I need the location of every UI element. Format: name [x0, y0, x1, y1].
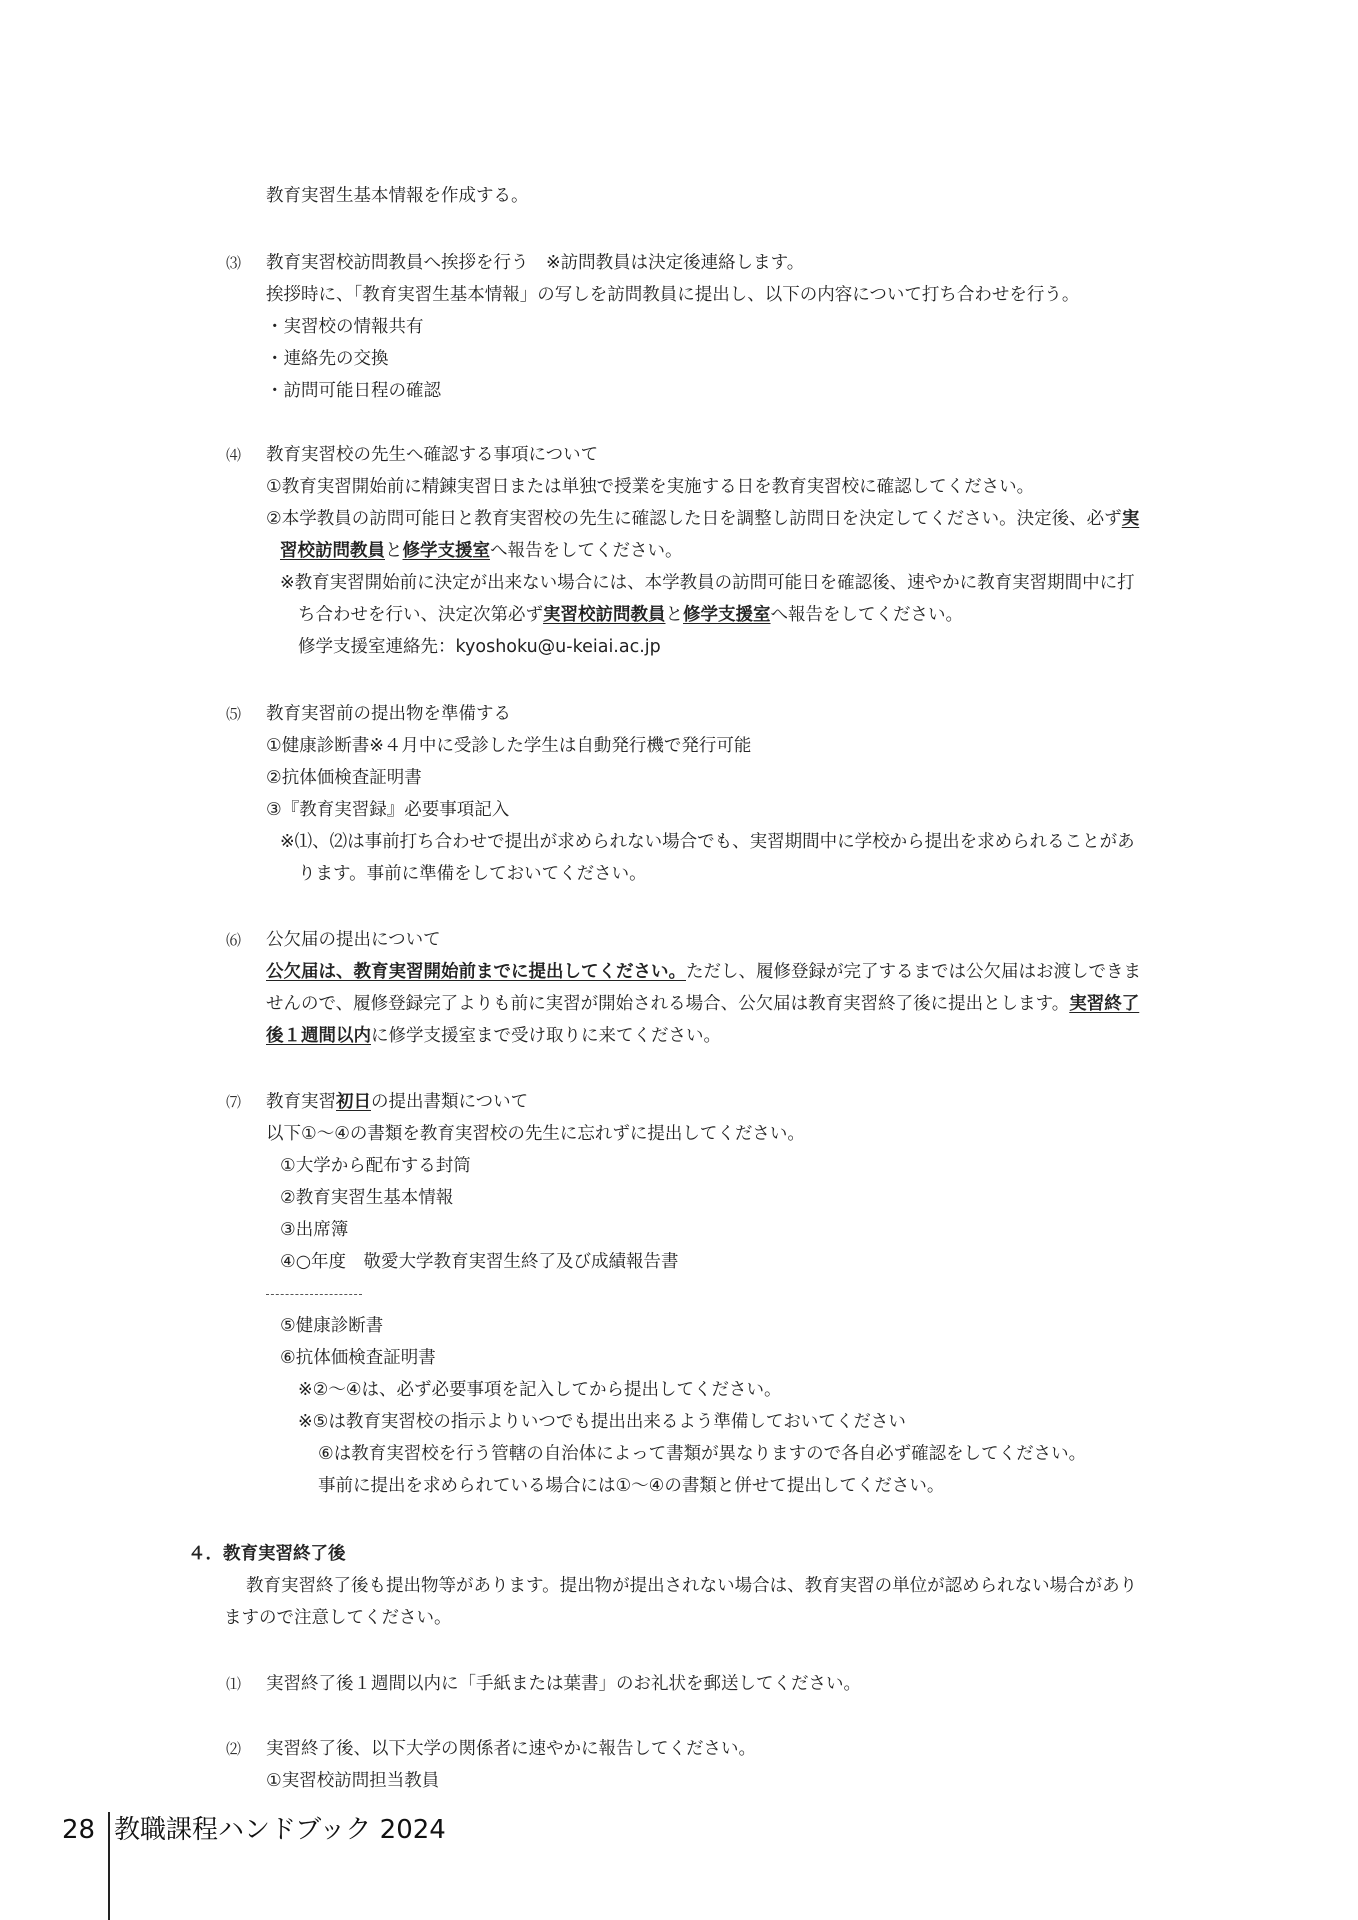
section-title: 教育実習校の先生へ確認する事項について	[266, 445, 599, 465]
section-number: ⑵	[226, 1740, 242, 1758]
body-line: 以下①～④の書類を教育実習校の先生に忘れずに提出してください。	[266, 1124, 805, 1144]
note-line: ⑥は教育実習校を行う管轄の自治体によって書類が異なりますので各自必ず確認をしてください。	[318, 1444, 1087, 1464]
note-line: ※⑴、⑵は事前打ち合わせで提出が求められない場合でも、実習期間中に学校から提出を求められることがあ	[280, 832, 1135, 852]
body-line: 挨拶時に、「教育実習生基本情報」の写しを訪問教員に提出し、以下の内容について打ち合わせを行う。	[266, 285, 1080, 305]
footer-divider	[108, 1812, 110, 1920]
numbered-item: ①教育実習開始前に精錬実習日または単独で授業を実施する日を教育実習校に確認してください。	[266, 477, 1035, 497]
body-line: せんので、履修登録完了よりも前に実習が開始される場合、公欠届は教育実習終了後に提出とします。実習終了	[266, 994, 1140, 1014]
note-line: ※②～④は、必ず必要事項を記入してから提出してください。	[298, 1380, 782, 1400]
section-number: ⑴	[226, 1675, 242, 1693]
underlined-text: 公欠届は、教育実習開始前までに提出してください。	[266, 962, 686, 982]
numbered-item-continuation: 習校訪問教員と修学支援室へ報告をしてください。	[280, 541, 683, 561]
underlined-text: 修学支援室	[683, 605, 771, 625]
underlined-text: 後１週間以内	[266, 1026, 371, 1046]
footer-title: 教職課程ハンドブック 2024	[114, 1815, 446, 1845]
dashed-divider	[266, 1294, 362, 1295]
numbered-item: ⑤健康診断書	[280, 1316, 384, 1336]
section-7	[0, 1086, 1358, 1278]
section-title: 教育実習校訪問教員へ挨拶を行う ※訪問教員は決定後連絡します。	[266, 253, 805, 273]
section-number: ⑹	[226, 931, 242, 949]
heading-4-block	[0, 1538, 1358, 1634]
underlined-text: 実習校訪問教員	[543, 605, 666, 625]
section-6	[0, 924, 1358, 1052]
body-line: 教育実習生基本情報を作成する。	[266, 186, 529, 206]
bullet-item: ・連絡先の交換	[266, 349, 389, 369]
section-title: 教育実習前の提出物を準備する	[266, 704, 511, 724]
numbered-item: ②教育実習生基本情報	[280, 1188, 454, 1208]
section-number: ⑺	[226, 1093, 242, 1111]
numbered-item: ①大学から配布する封筒	[280, 1156, 471, 1176]
note-line: ります。事前に準備をしておいてください。	[298, 864, 647, 884]
body-line: 後１週間以内に修学支援室まで受け取りに来てください。	[266, 1026, 721, 1046]
section-7-continued	[0, 1310, 1358, 1502]
after-item-2	[0, 1733, 1358, 1797]
section-number: ⑷	[226, 446, 242, 464]
section-heading: ４．教育実習終了後	[188, 1544, 346, 1564]
numbered-item: ②抗体価検査証明書	[266, 768, 422, 788]
text-block-intro	[0, 180, 1358, 212]
body-line: 実習終了後１週間以内に「手紙または葉書」のお礼状を郵送してください。	[266, 1674, 861, 1694]
body-line: 実習終了後、以下大学の関係者に速やかに報告してください。	[266, 1739, 756, 1759]
numbered-item: ①実習校訪問担当教員	[266, 1771, 440, 1791]
numbered-item: ③出席簿	[280, 1220, 349, 1240]
body-line: 公欠届は、教育実習開始前までに提出してください。ただし、履修登録が完了するまでは公欠届はお渡しできま	[266, 962, 1141, 982]
note-line: ※⑤は教育実習校の指示よりいつでも提出出来るよう準備しておいてください	[298, 1412, 906, 1432]
numbered-item: ①健康診断書※４月中に受診した学生は自動発行機で発行可能	[266, 736, 752, 756]
numbered-item: ②本学教員の訪問可能日と教育実習校の先生に確認した日を調整し訪問日を決定してください。決定後、必ず実	[266, 509, 1140, 529]
numbered-item: ⑥抗体価検査証明書	[280, 1348, 436, 1368]
note-line: ち合わせを行い、決定次第必ず実習校訪問教員と修学支援室へ報告をしてください。	[298, 605, 963, 625]
note-line: ※教育実習開始前に決定が出来ない場合には、本学教員の訪問可能日を確認後、速やかに教育実習期間中に打	[280, 573, 1135, 593]
section-3	[0, 247, 1358, 407]
note-line: 事前に提出を求められている場合には①～④の書類と併せて提出してください。	[318, 1476, 945, 1496]
contact-line: 修学支援室連絡先：kyoshoku@u-keiai.ac.jp	[298, 637, 661, 657]
bullet-item: ・実習校の情報共有	[266, 317, 424, 337]
section-4	[0, 439, 1358, 663]
numbered-item: ③『教育実習録』必要事項記入	[266, 800, 510, 820]
underlined-text: 習校訪問教員	[280, 541, 385, 561]
body-line: 教育実習終了後も提出物等があります。提出物が提出されない場合は、教育実習の単位が認められない場合があり	[246, 1576, 1138, 1596]
underlined-text: 実習終了	[1069, 994, 1140, 1014]
page-number: 28	[62, 1815, 96, 1845]
section-title: 公欠届の提出について	[266, 930, 441, 950]
section-5	[0, 698, 1358, 890]
bullet-item: ・訪問可能日程の確認	[266, 381, 441, 401]
section-number: ⑸	[226, 705, 242, 723]
underlined-text: 実	[1121, 509, 1140, 529]
section-title: 教育実習初日の提出書類について	[266, 1092, 529, 1112]
body-line: ますので注意してください。	[224, 1608, 452, 1628]
underlined-text: 初日	[336, 1092, 371, 1112]
section-number: ⑶	[226, 254, 242, 272]
numbered-item: ④○年度 敬愛大学教育実習生終了及び成績報告書	[280, 1252, 679, 1272]
underlined-text: 修学支援室	[402, 541, 490, 561]
after-item-1	[0, 1668, 1358, 1700]
